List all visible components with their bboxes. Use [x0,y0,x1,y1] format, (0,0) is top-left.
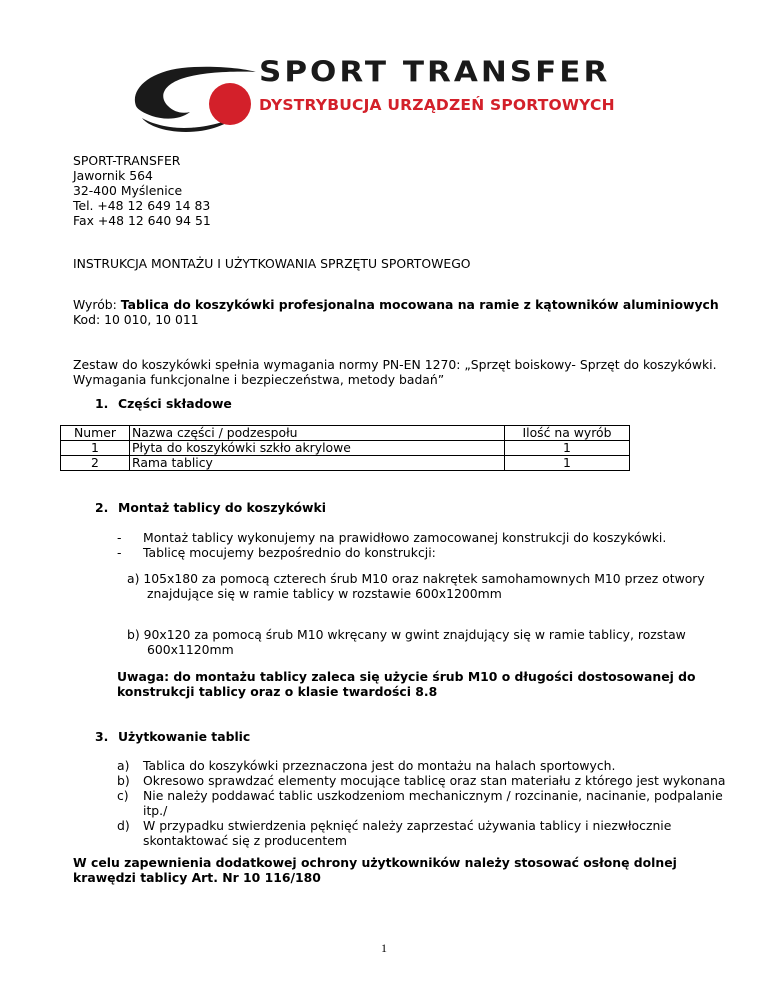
list-item-text: itp./ [143,803,168,818]
list-item-text: W przypadku stwierdzenia pęknięć należy zaprzestać używania tablicy i niezwłocznie [143,818,672,833]
list-marker: b) [117,773,130,788]
section-number: 2. [95,500,109,515]
protection-note [73,855,677,885]
list-marker: a) [117,758,130,773]
section-heading-mounting [95,500,326,515]
option-line: znajdujące się w ramie tablicy w rozstawie 600x1200mm [147,586,502,601]
table-header: Ilość na wyrób [505,426,630,441]
list-item: - Tablicę mocujemy bezpośrednio do konstrukcji: [117,545,436,560]
note-line: W celu zapewnienia dodatkowej ochrony użytkowników należy stosować osłonę dolnej [73,855,677,870]
table-header: Numer [61,426,130,441]
logo-swoosh-icon [130,62,260,134]
list-item-text: Okresowo sprawdzać elementy mocujące tablicę oraz stan materiału z którego jest wykonana [143,773,726,788]
section-number: 1. [95,396,109,411]
address-line: 32-400 Myślenice [73,183,183,198]
mounting-option-a [127,571,705,601]
list-item-text: skontaktować się z producentem [143,833,347,848]
product-line [73,297,719,312]
list-item [117,818,725,848]
page-number: 1 [381,941,387,955]
list-item-text: Nie należy poddawać tablic uszkodzeniom mechanicznym / rozcinanie, nacinanie, podpalanie [143,788,723,803]
product-label: Wyrób: [73,297,121,312]
document-title: INSTRUKCJA MONTAŻU I UŻYTKOWANIA SPRZĘTU SPORTOWEGO [73,256,471,271]
product-name: Tablica do koszykówki profesjonalna mocowana na ramie z kątowników aluminiowych [120,297,719,312]
product-code: Kod: 10 010, 10 011 [73,312,199,327]
mounting-dash-list [117,530,666,560]
option-line: b) 90x120 za pomocą śrub M10 wkręcany w gwint znajdujący się w ramie tablicy, rozstaw [127,627,686,642]
table-header-row [61,426,630,441]
option-line: a) 105x180 za pomocą czterech śrub M10 oraz nakrętek samohamownych M10 przez otwory [127,571,705,586]
table-cell: 2 [61,456,130,471]
list-item [117,773,725,788]
norm-line: Wymagania funkcjonalne i bezpieczeństwa, metody badań” [73,372,445,387]
section-title: Montaż tablicy do koszykówki [118,500,326,515]
table-cell: 1 [505,456,630,471]
table-row [61,456,630,471]
list-item [117,788,725,818]
address-phone: Tel. +48 12 649 14 83 [73,198,211,213]
company-address [73,153,211,228]
list-marker: d) [117,818,130,833]
parts-table [60,425,630,471]
table-cell: 1 [61,441,130,456]
usage-list [117,758,725,848]
table-cell: 1 [505,441,630,456]
note-line: krawędzi tablicy Art. Nr 10 116/180 [73,870,321,885]
list-item-text: Montaż tablicy wykonujemy na prawidłowo zamocowanej konstrukcji do koszykówki. [143,530,667,545]
option-line: 600x1120mm [147,642,234,657]
list-item-text: Tablica do koszykówki przeznaczona jest do montażu na halach sportowych. [143,758,616,773]
mounting-option-b [127,627,687,657]
table-row [61,441,630,456]
mounting-warning [117,669,696,699]
section-heading-usage [95,729,250,744]
logo-title: SPORT TRANSFER [259,55,611,89]
list-item-text: Tablicę mocujemy bezpośrednio do konstrukcji: [143,545,436,560]
address-line: SPORT-TRANSFER [73,153,181,168]
warning-line: konstrukcji tablicy oraz o klasie twardości 8.8 [117,684,438,699]
table-cell: Płyta do koszykówki szkło akrylowe [130,441,505,456]
section-title: Użytkowanie tablic [118,729,251,744]
section-heading-parts [95,396,232,411]
warning-line: Uwaga: do montażu tablicy zaleca się użycie śrub M10 o długości dostosowanej do [117,669,696,684]
section-number: 3. [95,729,109,744]
logo-subtitle: DYSTRYBUCJA URZĄDZEŃ SPORTOWYCH [259,96,615,114]
address-line: Jawornik 564 [73,168,153,183]
table-cell: Rama tablicy [130,456,505,471]
list-item: - Montaż tablicy wykonujemy na prawidłowo zamocowanej konstrukcji do koszykówki. [117,530,667,545]
norm-line: Zestaw do koszykówki spełnia wymagania normy PN-EN 1270: „Sprzęt boiskowy- Sprzęt do koszykówki. [73,357,717,372]
table-header: Nazwa części / podzespołu [130,426,505,441]
norm-statement [73,357,717,387]
list-marker: c) [117,788,129,803]
section-title: Części składowe [118,396,232,411]
list-item [117,758,725,773]
address-fax: Fax +48 12 640 94 51 [73,213,211,228]
